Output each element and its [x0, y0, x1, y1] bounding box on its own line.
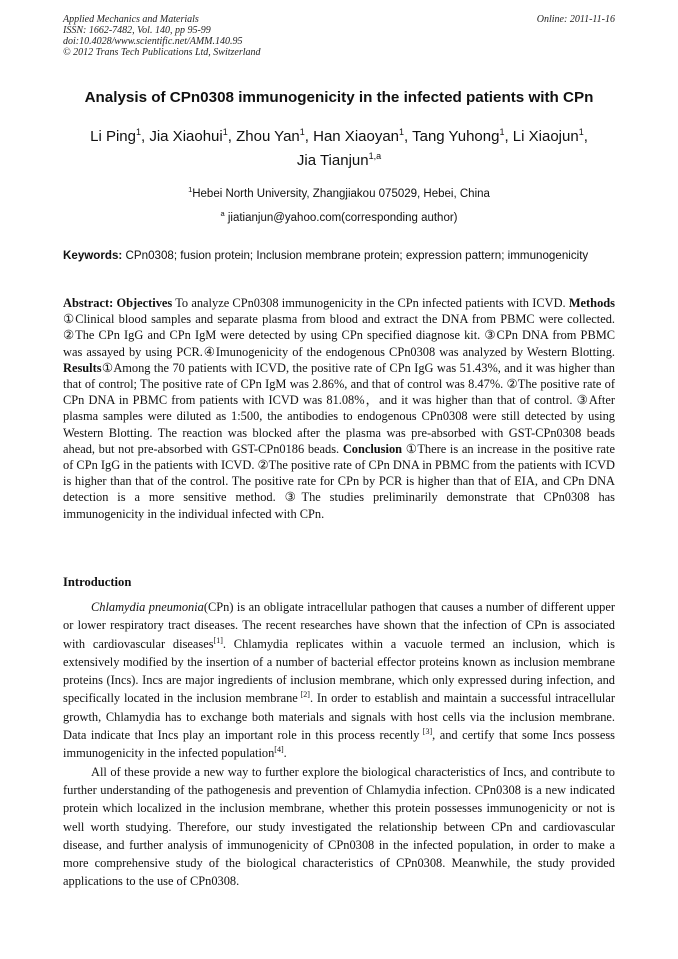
- affiliation-sup: 1: [188, 185, 193, 194]
- results-text: ①Among the 70 patients with ICVD, the positive rate of CPn IgG was 51.43%, and it was higher than that of control; The positive rate of CPn IgM was 2.86%, and that of control was 8.47%. ②The positive rate of CPn DNA in PBMC from patients with ICVD was 81.08%，and it was higher than that of control. ③After plasma samples were diluted as 1:500, the antibodies to endogenous CPn0308 were still detected by using Western Blotting. The reaction was blocked after the plasma was pre-absorbed with GST-CPn0308 beads ahead, but not pre-absorbed with GST-CPn0186 beads.: [63, 360, 615, 456]
- author-sup: 1: [299, 127, 305, 137]
- keywords: [63, 248, 615, 264]
- species-name: Chlamydia pneumonia: [91, 600, 204, 614]
- author: Jia Tianjun: [296, 152, 369, 169]
- author-sup: 1: [578, 127, 584, 137]
- journal-header: [63, 14, 615, 58]
- copyright-line: © 2012 Trans Tech Publications Ltd, Switzerland: [63, 47, 261, 58]
- intro-text: .: [283, 746, 287, 761]
- citation: [1]: [213, 635, 223, 645]
- author: Li Ping: [90, 128, 136, 145]
- email-text: jiatianjun@yahoo.com(corresponding author): [227, 211, 458, 224]
- author: Jia Xiaohui: [149, 128, 223, 145]
- introduction-body: [63, 598, 615, 891]
- journal-name: Applied Mechanics and Materials: [63, 14, 199, 25]
- intro-paragraph-1: [63, 598, 615, 763]
- author-sup: 1: [399, 127, 405, 137]
- intro-text: . In order to establish and maintain a successful intracellular growth, Chlamydia has to exchange both materials and signals with host cells via the inclusion membrane. Data indicate that Incs play an important role in this process recently: [63, 691, 615, 743]
- citation: [4]: [274, 745, 284, 755]
- email-sup: a: [220, 209, 225, 218]
- intro-paragraph-2: All of these provide a new way to further explore the biological characteristics of Incs, and contribute to further understanding of the pathogenesis and prevention of Chlamydia infection. CPn0308 is a new indicated protein which localized in the inclusion membrane, whether this protein possesses immunogenicity or not is well worth studying. Therefore, our study investigated the relationship between CPn and cardiovascular disease, and further analysis of immunogenicity of CPn0308 in the infected population, in order to make a more comprehensive study of the biological characteristics of CPn0308. Meanwhile, the study provided applications to the use of CPn0308.: [63, 764, 615, 889]
- conclusion-text: ①There is an increase in the positive rate of CPn IgG in the patients with ICVD. ②The positive rate of CPn DNA in PBMC from the patients with ICVD is higher than that of the control. The positive rate for CPn by PCR is higher than that of EIA, and CPn DNA detection is a more sensitive method. ③The studies preliminarily demonstrate that CPn0308 has immunogenicity in the individual infected with CPn.: [63, 441, 615, 521]
- author: Han Xiaoyan: [313, 128, 400, 145]
- results-label: Results: [63, 360, 102, 375]
- intro-text: (CPn) is an obligate intracellular pathogen that causes a number of different upper or lower respiratory tract diseases. The recent researches have shown that the infection of CPn is associated with cardiovascular diseases: [63, 600, 615, 651]
- corresponding-email: [63, 209, 615, 224]
- affiliation: [63, 185, 615, 200]
- author-sup: 1: [135, 127, 141, 137]
- citation: [2]: [297, 690, 310, 700]
- citation: [3]: [419, 726, 433, 736]
- author: Tang Yuhong: [412, 128, 500, 145]
- intro-text: . Chlamydia replicates within a vacuole termed an inclusion, which is extensively modified by the insertion of a number of bacterial effector proteins known as inclusion membrane proteins (Incs). Incs are major ingredients of inclusion membrane, which only expressed during infection, and specifically located in the inclusion membrane: [63, 636, 615, 706]
- methods-text: ①Clinical blood samples and separate plasma from blood and extract the DNA from PBMC were collected. ②The CPn IgG and CPn IgM were detected by using CPn specified diagnose kit. ③CPn DNA from PBMC was assayed by using PCR.④Imunogenicity of the endogenous CPn0308 was analyzed by Western Blotting.: [63, 312, 615, 359]
- author-sup: 1: [499, 127, 505, 137]
- online-date: Online: 2011-11-16: [536, 14, 615, 25]
- keywords-label: Keywords:: [63, 249, 123, 262]
- author-list: Li Ping$^1$, Jia Xiaohui$^1$, Zhou Yan$^1$, Han Xiaoyan$^1$, Tang Yuhong$^1$, Li Xiaojun$^1$, Jia Tianjun$^{1,a}$: [90, 127, 588, 169]
- author-sup: 1,a: [368, 151, 382, 161]
- paper-title: Analysis of CPn0308 immunogenicity in the infected patients with CPn: [84, 89, 594, 106]
- abstract: [63, 295, 615, 522]
- conclusion-label: Conclusion: [342, 441, 403, 456]
- doi-line: doi:10.4028/www.scientific.net/AMM.140.95: [63, 36, 243, 47]
- objectives-text: To analyze CPn0308 immunogenicity in the CPn infected patients with ICVD.: [172, 296, 569, 310]
- issn-line: ISSN: 1662-7482, Vol. 140, pp 95-99: [63, 25, 211, 36]
- keywords-text: CPn0308; fusion protein; Inclusion membrane protein; expression pattern; immunogenicity: [125, 249, 589, 262]
- introduction-heading: Introduction: [63, 575, 132, 589]
- objectives-label: Objectives: [116, 296, 173, 310]
- author-sup: 1: [222, 127, 228, 137]
- affiliation-text: Hebei North University, Zhangjiakou 075029, Hebei, China: [192, 187, 490, 200]
- intro-text: , and certify that some Incs possess immunogenicity in the infected population: [63, 728, 615, 761]
- author: Zhou Yan: [236, 128, 300, 145]
- methods-label: Methods: [568, 296, 615, 310]
- abstract-label: Abstract:: [63, 296, 114, 310]
- author: Li Xiaojun: [512, 128, 579, 145]
